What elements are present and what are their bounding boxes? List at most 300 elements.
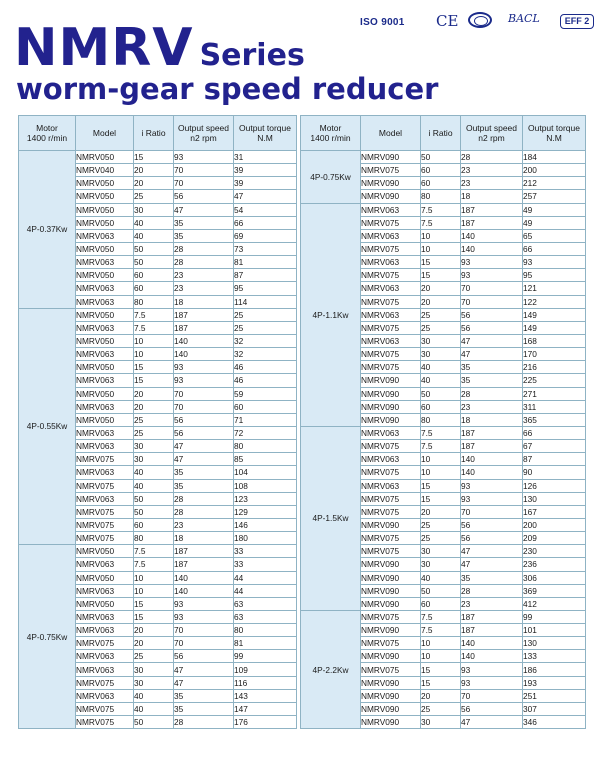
ratio-cell: 7.5	[134, 558, 174, 571]
header-ratio: i Ratio	[421, 116, 461, 151]
torque-cell: 47	[234, 190, 297, 203]
speed-cell: 47	[461, 348, 523, 361]
model-cell: NMRV063	[361, 426, 421, 439]
table-row	[301, 610, 586, 623]
model-cell: NMRV075	[361, 610, 421, 623]
speed-cell: 93	[174, 361, 234, 374]
torque-cell: 81	[234, 256, 297, 269]
speed-cell: 18	[461, 190, 523, 203]
model-cell: NMRV075	[361, 492, 421, 505]
speed-cell: 23	[174, 518, 234, 531]
model-cell: NMRV075	[76, 716, 134, 729]
speed-cell: 187	[461, 624, 523, 637]
model-cell: NMRV050	[76, 269, 134, 282]
torque-cell: 126	[523, 479, 586, 492]
model-cell: NMRV050	[76, 308, 134, 321]
speed-cell: 18	[174, 295, 234, 308]
ratio-cell: 15	[134, 374, 174, 387]
torque-cell: 73	[234, 242, 297, 255]
ratio-cell: 20	[134, 637, 174, 650]
torque-cell: 63	[234, 610, 297, 623]
torque-cell: 225	[523, 374, 586, 387]
torque-cell: 33	[234, 558, 297, 571]
ratio-cell: 30	[421, 545, 461, 558]
torque-cell: 87	[234, 269, 297, 282]
ratio-cell: 60	[134, 269, 174, 282]
header-model: Model	[361, 116, 421, 151]
speed-cell: 70	[174, 624, 234, 637]
speed-cell: 187	[461, 610, 523, 623]
torque-cell: 44	[234, 571, 297, 584]
speed-cell: 70	[461, 689, 523, 702]
motor-power-cell: 4P-0.37Kw	[19, 151, 76, 309]
motor-power-cell: 4P-1.1Kw	[301, 203, 361, 426]
torque-cell: 236	[523, 558, 586, 571]
ratio-cell: 7.5	[421, 426, 461, 439]
torque-cell: 212	[523, 177, 586, 190]
ratio-cell: 40	[134, 702, 174, 715]
speed-cell: 23	[174, 282, 234, 295]
speed-cell: 35	[174, 702, 234, 715]
torque-cell: 116	[234, 676, 297, 689]
model-cell: NMRV040	[76, 164, 134, 177]
torque-cell: 49	[523, 203, 586, 216]
model-cell: NMRV090	[361, 518, 421, 531]
torque-cell: 93	[523, 256, 586, 269]
model-cell: NMRV090	[361, 650, 421, 663]
ratio-cell: 15	[134, 610, 174, 623]
ratio-cell: 10	[421, 242, 461, 255]
ratio-cell: 60	[421, 597, 461, 610]
torque-cell: 66	[234, 216, 297, 229]
torque-cell: 80	[234, 440, 297, 453]
speed-cell: 35	[174, 479, 234, 492]
speed-cell: 93	[174, 610, 234, 623]
speed-cell: 70	[174, 164, 234, 177]
model-cell: NMRV090	[361, 190, 421, 203]
speed-cell: 140	[461, 637, 523, 650]
ratio-cell: 20	[134, 164, 174, 177]
model-cell: NMRV050	[76, 571, 134, 584]
table-row	[301, 151, 586, 164]
model-cell: NMRV063	[76, 426, 134, 439]
ratio-cell: 15	[134, 361, 174, 374]
speed-cell: 187	[461, 440, 523, 453]
model-cell: NMRV063	[361, 479, 421, 492]
speed-cell: 187	[174, 308, 234, 321]
ratio-cell: 15	[421, 492, 461, 505]
ratio-cell: 25	[134, 650, 174, 663]
speed-cell: 140	[461, 650, 523, 663]
ratio-cell: 20	[134, 387, 174, 400]
ratio-cell: 30	[421, 558, 461, 571]
speed-cell: 93	[174, 597, 234, 610]
model-cell: NMRV090	[361, 597, 421, 610]
header-motor: Motor 1400 r/min	[19, 116, 76, 151]
ratio-cell: 50	[421, 151, 461, 164]
model-cell: NMRV075	[361, 466, 421, 479]
speed-cell: 35	[461, 571, 523, 584]
model-cell: NMRV063	[76, 558, 134, 571]
model-cell: NMRV075	[361, 545, 421, 558]
speed-cell: 47	[174, 663, 234, 676]
title-series: Series	[199, 38, 305, 73]
torque-cell: 200	[523, 518, 586, 531]
speed-cell: 187	[174, 558, 234, 571]
torque-cell: 81	[234, 637, 297, 650]
model-cell: NMRV050	[76, 387, 134, 400]
torque-cell: 133	[523, 650, 586, 663]
model-cell: NMRV063	[76, 295, 134, 308]
ratio-cell: 15	[421, 256, 461, 269]
model-cell: NMRV050	[76, 545, 134, 558]
model-cell: NMRV063	[76, 492, 134, 505]
torque-cell: 65	[523, 229, 586, 242]
speed-cell: 70	[174, 177, 234, 190]
torque-cell: 251	[523, 689, 586, 702]
speed-cell: 28	[174, 716, 234, 729]
speed-cell: 56	[461, 321, 523, 334]
ratio-cell: 40	[421, 571, 461, 584]
ratio-cell: 30	[134, 203, 174, 216]
model-cell: NMRV063	[76, 650, 134, 663]
ratio-cell: 10	[421, 650, 461, 663]
ratio-cell: 7.5	[421, 610, 461, 623]
ce-mark-logo: CE	[436, 12, 459, 30]
ratio-cell: 25	[421, 518, 461, 531]
model-cell: NMRV090	[361, 571, 421, 584]
ratio-cell: 40	[134, 689, 174, 702]
page-subtitle: worm-gear speed reducer	[16, 72, 439, 106]
torque-cell: 168	[523, 334, 586, 347]
motor-power-cell: 4P-0.75Kw	[19, 545, 76, 729]
speed-cell: 70	[174, 387, 234, 400]
torque-cell: 46	[234, 374, 297, 387]
torque-cell: 271	[523, 387, 586, 400]
model-cell: NMRV090	[361, 558, 421, 571]
model-cell: NMRV063	[361, 229, 421, 242]
torque-cell: 307	[523, 702, 586, 715]
model-cell: NMRV090	[361, 676, 421, 689]
header-motor: Motor 1400 r/min	[301, 116, 361, 151]
table-row	[19, 545, 297, 558]
speed-cell: 140	[461, 229, 523, 242]
model-cell: NMRV063	[361, 308, 421, 321]
table-row	[301, 426, 586, 439]
torque-cell: 130	[523, 637, 586, 650]
model-cell: NMRV063	[76, 584, 134, 597]
torque-cell: 99	[234, 650, 297, 663]
ratio-cell: 20	[421, 282, 461, 295]
table-header-row	[19, 116, 297, 151]
torque-cell: 365	[523, 413, 586, 426]
model-cell: NMRV075	[76, 453, 134, 466]
ratio-cell: 25	[421, 532, 461, 545]
torque-cell: 66	[523, 426, 586, 439]
model-cell: NMRV050	[76, 597, 134, 610]
speed-cell: 93	[461, 492, 523, 505]
ratio-cell: 7.5	[421, 440, 461, 453]
table-row	[301, 203, 586, 216]
model-cell: NMRV063	[361, 453, 421, 466]
ratio-cell: 20	[134, 400, 174, 413]
torque-cell: 49	[523, 216, 586, 229]
torque-cell: 32	[234, 348, 297, 361]
header-speed: Output speed n2 rpm	[461, 116, 523, 151]
ratio-cell: 20	[421, 295, 461, 308]
ratio-cell: 60	[134, 282, 174, 295]
torque-cell: 306	[523, 571, 586, 584]
ratio-cell: 7.5	[134, 321, 174, 334]
model-cell: NMRV075	[361, 361, 421, 374]
torque-cell: 122	[523, 295, 586, 308]
ratio-cell: 80	[134, 532, 174, 545]
speed-cell: 35	[174, 466, 234, 479]
ratio-cell: 80	[134, 295, 174, 308]
torque-cell: 25	[234, 308, 297, 321]
left-spec-table	[18, 115, 297, 729]
model-cell: NMRV075	[361, 216, 421, 229]
speed-cell: 70	[461, 295, 523, 308]
header-torque: Output torque N.M	[523, 116, 586, 151]
model-cell: NMRV075	[361, 637, 421, 650]
model-cell: NMRV063	[361, 334, 421, 347]
table-row	[19, 308, 297, 321]
speed-cell: 93	[461, 256, 523, 269]
torque-cell: 72	[234, 426, 297, 439]
speed-cell: 93	[461, 479, 523, 492]
model-cell: NMRV075	[361, 164, 421, 177]
ratio-cell: 30	[134, 453, 174, 466]
torque-cell: 31	[234, 151, 297, 164]
ratio-cell: 25	[421, 321, 461, 334]
torque-cell: 186	[523, 663, 586, 676]
ratio-cell: 40	[134, 229, 174, 242]
speed-cell: 70	[461, 282, 523, 295]
speed-cell: 47	[174, 440, 234, 453]
torque-cell: 167	[523, 505, 586, 518]
model-cell: NMRV090	[361, 151, 421, 164]
motor-power-cell: 4P-1.5Kw	[301, 426, 361, 610]
torque-cell: 184	[523, 151, 586, 164]
speed-cell: 47	[174, 453, 234, 466]
model-cell: NMRV075	[76, 676, 134, 689]
ratio-cell: 15	[421, 269, 461, 282]
model-cell: NMRV063	[76, 663, 134, 676]
torque-cell: 87	[523, 453, 586, 466]
model-cell: NMRV075	[76, 505, 134, 518]
speed-cell: 23	[461, 164, 523, 177]
model-cell: NMRV075	[361, 295, 421, 308]
ratio-cell: 40	[134, 479, 174, 492]
model-cell: NMRV063	[76, 400, 134, 413]
ratio-cell: 40	[421, 374, 461, 387]
model-cell: NMRV050	[76, 334, 134, 347]
speed-cell: 140	[461, 466, 523, 479]
bacl-logo: BACL	[508, 12, 540, 25]
ratio-cell: 30	[421, 334, 461, 347]
model-cell: NMRV075	[76, 518, 134, 531]
ratio-cell: 50	[421, 584, 461, 597]
torque-cell: 104	[234, 466, 297, 479]
model-cell: NMRV075	[361, 440, 421, 453]
speed-cell: 23	[461, 400, 523, 413]
ratio-cell: 50	[134, 256, 174, 269]
speed-cell: 23	[174, 269, 234, 282]
speed-cell: 47	[174, 676, 234, 689]
speed-cell: 140	[461, 453, 523, 466]
ratio-cell: 60	[421, 400, 461, 413]
ratio-cell: 80	[421, 413, 461, 426]
model-cell: NMRV050	[76, 151, 134, 164]
speed-cell: 28	[461, 151, 523, 164]
speed-cell: 93	[461, 676, 523, 689]
torque-cell: 311	[523, 400, 586, 413]
speed-cell: 47	[174, 203, 234, 216]
ratio-cell: 10	[134, 584, 174, 597]
model-cell: NMRV090	[361, 400, 421, 413]
ratio-cell: 20	[421, 689, 461, 702]
ratio-cell: 10	[421, 466, 461, 479]
model-cell: NMRV050	[76, 177, 134, 190]
ratio-cell: 30	[134, 663, 174, 676]
torque-cell: 170	[523, 348, 586, 361]
header-speed: Output speed n2 rpm	[174, 116, 234, 151]
ratio-cell: 10	[421, 637, 461, 650]
torque-cell: 129	[234, 505, 297, 518]
ratio-cell: 50	[134, 505, 174, 518]
torque-cell: 176	[234, 716, 297, 729]
model-cell: NMRV050	[76, 216, 134, 229]
ratio-cell: 7.5	[421, 624, 461, 637]
torque-cell: 200	[523, 164, 586, 177]
torque-cell: 114	[234, 295, 297, 308]
speed-cell: 28	[461, 584, 523, 597]
speed-cell: 35	[174, 216, 234, 229]
ratio-cell: 25	[421, 702, 461, 715]
speed-cell: 18	[174, 532, 234, 545]
ratio-cell: 15	[134, 597, 174, 610]
torque-cell: 109	[234, 663, 297, 676]
ratio-cell: 7.5	[421, 203, 461, 216]
speed-cell: 56	[461, 532, 523, 545]
speed-cell: 70	[174, 637, 234, 650]
ratio-cell: 20	[134, 177, 174, 190]
ratio-cell: 50	[134, 242, 174, 255]
model-cell: NMRV063	[361, 256, 421, 269]
speed-cell: 93	[174, 374, 234, 387]
ratio-cell: 30	[421, 348, 461, 361]
torque-cell: 346	[523, 716, 586, 729]
speed-cell: 93	[174, 151, 234, 164]
speed-cell: 35	[174, 689, 234, 702]
torque-cell: 59	[234, 387, 297, 400]
speed-cell: 47	[461, 334, 523, 347]
torque-cell: 123	[234, 492, 297, 505]
torque-cell: 66	[523, 242, 586, 255]
speed-cell: 93	[461, 269, 523, 282]
ratio-cell: 30	[421, 716, 461, 729]
model-cell: NMRV050	[76, 242, 134, 255]
model-cell: NMRV063	[76, 374, 134, 387]
speed-cell: 47	[461, 716, 523, 729]
speed-cell: 140	[174, 571, 234, 584]
speed-cell: 187	[461, 203, 523, 216]
model-cell: NMRV063	[76, 610, 134, 623]
model-cell: NMRV050	[76, 190, 134, 203]
speed-cell: 140	[461, 242, 523, 255]
speed-cell: 28	[174, 242, 234, 255]
ratio-cell: 50	[134, 492, 174, 505]
ratio-cell: 25	[421, 308, 461, 321]
ratio-cell: 7.5	[421, 216, 461, 229]
torque-cell: 412	[523, 597, 586, 610]
torque-cell: 230	[523, 545, 586, 558]
torque-cell: 108	[234, 479, 297, 492]
model-cell: NMRV090	[361, 413, 421, 426]
speed-cell: 187	[461, 216, 523, 229]
torque-cell: 54	[234, 203, 297, 216]
ratio-cell: 10	[134, 334, 174, 347]
ratio-cell: 40	[134, 466, 174, 479]
model-cell: NMRV063	[76, 256, 134, 269]
torque-cell: 25	[234, 321, 297, 334]
ratio-cell: 15	[421, 676, 461, 689]
ratio-cell: 20	[421, 505, 461, 518]
ratio-cell: 50	[134, 716, 174, 729]
ratio-cell: 50	[421, 387, 461, 400]
model-cell: NMRV063	[76, 624, 134, 637]
ratio-cell: 30	[134, 676, 174, 689]
motor-power-cell: 4P-2.2Kw	[301, 610, 361, 728]
torque-cell: 121	[523, 282, 586, 295]
torque-cell: 90	[523, 466, 586, 479]
ratio-cell: 10	[421, 453, 461, 466]
speed-cell: 23	[461, 597, 523, 610]
motor-power-cell: 4P-0.55Kw	[19, 308, 76, 545]
model-cell: NMRV063	[76, 229, 134, 242]
torque-cell: 60	[234, 400, 297, 413]
title-main: NMRV	[14, 18, 194, 78]
speed-cell: 56	[461, 518, 523, 531]
model-cell: NMRV090	[361, 387, 421, 400]
torque-cell: 46	[234, 361, 297, 374]
torque-cell: 369	[523, 584, 586, 597]
torque-cell: 146	[234, 518, 297, 531]
ratio-cell: 7.5	[134, 545, 174, 558]
model-cell: NMRV075	[76, 702, 134, 715]
motor-power-cell: 4P-0.75Kw	[301, 151, 361, 204]
model-cell: NMRV063	[361, 203, 421, 216]
model-cell: NMRV090	[361, 177, 421, 190]
table-row	[19, 151, 297, 164]
speed-cell: 47	[461, 558, 523, 571]
torque-cell: 44	[234, 584, 297, 597]
ratio-cell: 40	[421, 361, 461, 374]
torque-cell: 63	[234, 597, 297, 610]
header-ratio: i Ratio	[134, 116, 174, 151]
ratio-cell: 20	[134, 624, 174, 637]
speed-cell: 56	[174, 413, 234, 426]
model-cell: NMRV090	[361, 584, 421, 597]
speed-cell: 35	[461, 374, 523, 387]
speed-cell: 187	[174, 545, 234, 558]
model-cell: NMRV075	[76, 479, 134, 492]
speed-cell: 56	[174, 650, 234, 663]
torque-cell: 193	[523, 676, 586, 689]
table-header-row	[301, 116, 586, 151]
torque-cell: 101	[523, 624, 586, 637]
